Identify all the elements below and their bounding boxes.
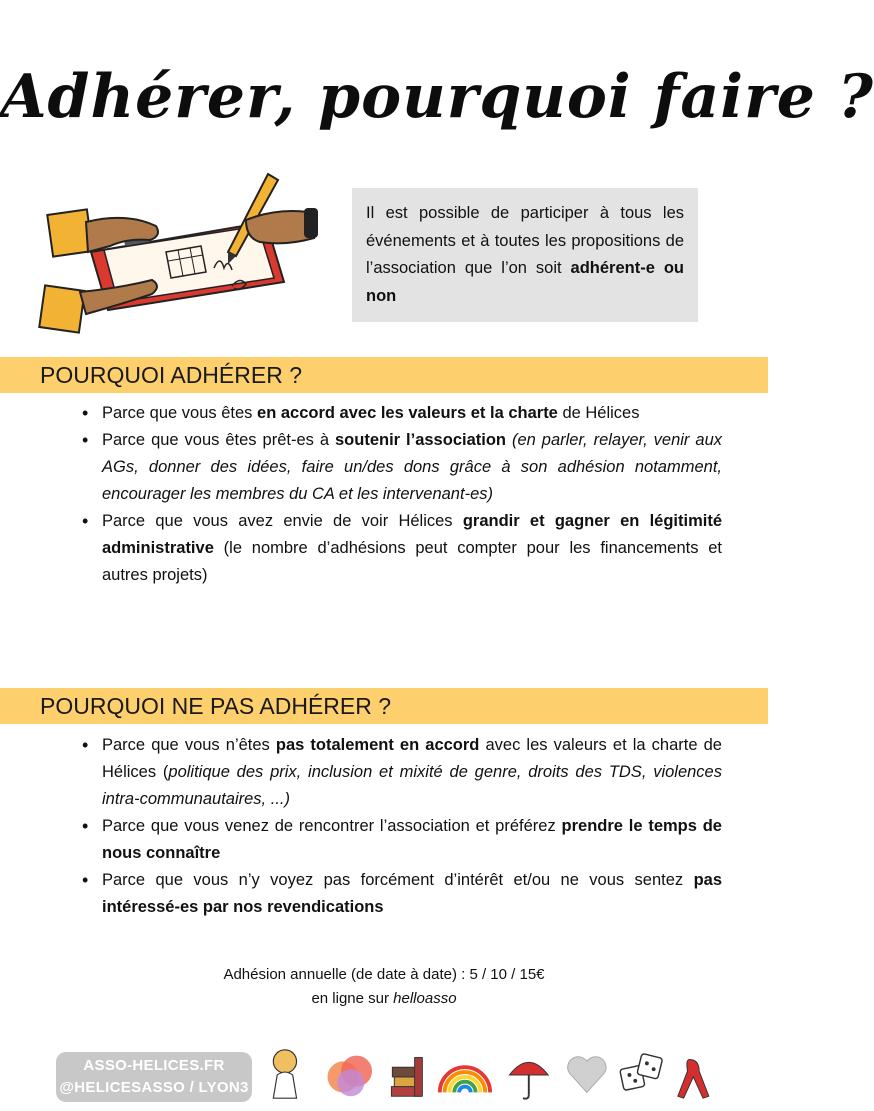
info-text-bold: adhérent-e ou non [366,259,684,305]
heart-icon [568,1057,606,1093]
umbrella-icon [509,1062,548,1098]
membership-online: en ligne sur helloasso [311,990,457,1007]
website-text[interactable]: ASSO-HELICES.FR [83,1057,225,1074]
list-item: • Parce que vous êtes en accord avec les valeurs et la charte de Hélices [102,400,722,427]
section-why-list [78,400,722,589]
figure-sticker-icon [273,1050,296,1098]
list-item: • Parce que vous avez envie de voir Hélices grandir et gagner en légitimité administrative (le nombre d’adhésions peut compter pour les financements et autres projets) [102,508,722,589]
rainbow-icon [440,1067,490,1092]
page-title: Adhérer, pourquoi faire ? [0,62,874,132]
social-handle-text[interactable]: @HELICESASSO / LYON3 [59,1079,249,1096]
info-text: Il est possible de participer à tous les événements et à toutes les propositions de l’association que l’on soit [366,204,684,277]
contact-badge [56,1052,252,1102]
section-why-not-list [78,732,722,921]
list-item: • Parce que vous n’êtes pas totalement en accord avec les valeurs et la charte de Hélices (politique des prix, inclusion et mixité de genre, droits des TDS, violences intra-communautaires, ...) [102,732,722,813]
membership-price: Adhésion annuelle (de date à date) : 5 / 10 / 15€ [223,966,545,983]
signing-hands-illustration [36,160,336,340]
overlapping-circles-icon [328,1056,373,1097]
list-item: • Parce que vous venez de rencontrer l’association et préférez prendre le temps de nous connaître [102,813,722,867]
section-why-heading: POURQUOI ADHÉRER ? [40,362,302,388]
books-icon [391,1058,422,1097]
dice-icon [620,1053,663,1090]
section-why-not-heading: POURQUOI NE PAS ADHÉRER ? [40,693,392,719]
helloasso-link[interactable]: helloasso [393,990,457,1007]
info-box [352,188,698,322]
list-item: • Parce que vous êtes prêt-es à soutenir l’association (en parler, relayer, venir aux AGs, donner des idées, faire un/des dons grâce à son adhésion notamment, encourager les membres du CA et les intervenant-es) [102,427,722,508]
section-why-not-bar [0,688,768,724]
list-item: • Parce que vous n’y voyez pas forcément d’intérêt et/ou ne vous sentez pas intéressé-es par nos revendications [102,867,722,921]
ribbon-icon [678,1059,709,1098]
section-why-bar [0,357,768,393]
icon-row [258,1044,728,1104]
